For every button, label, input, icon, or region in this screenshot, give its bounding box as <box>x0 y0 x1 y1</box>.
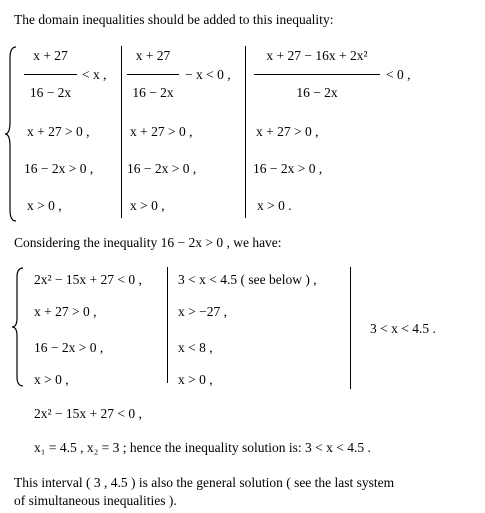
sys2-c2-row1: 3 < x < 4.5 ( see below ) , <box>178 272 317 287</box>
sys1-c3-relation: < 0 , <box>386 67 411 82</box>
fraction-bar <box>254 74 380 75</box>
fraction-3 <box>254 49 380 103</box>
separator-line <box>121 46 122 218</box>
fraction-1 <box>24 49 77 103</box>
fraction-bar <box>24 74 77 75</box>
quadratic-inequality: 2x² − 15x + 27 < 0 , <box>34 406 142 421</box>
fraction-2-numerator: x + 27 <box>135 48 171 63</box>
sys1-c3-row3: 16 − 2x > 0 , <box>253 161 323 176</box>
fraction-2-denominator: 16 − 2x <box>132 85 174 100</box>
separator-line <box>167 267 168 383</box>
left-brace-system1 <box>4 46 18 222</box>
sys2-c1-row1: 2x² − 15x + 27 < 0 , <box>34 272 142 287</box>
sys1-c2-row2: x + 27 > 0 , <box>130 124 193 139</box>
sys1-c1-row3: 16 − 2x > 0 , <box>24 161 94 176</box>
sys2-result: 3 < x < 4.5 . <box>370 321 436 336</box>
fraction-2 <box>127 49 179 103</box>
fraction-3-numerator: x + 27 − 16x + 2x² <box>266 48 368 63</box>
considering-text: Considering the inequality 16 − 2x > 0 , we have: <box>14 235 282 250</box>
conclusion-line-1: This interval ( 3 , 4.5 ) is also the general solution ( see the last system <box>14 475 395 490</box>
intro-text: The domain inequalities should be added to this inequality: <box>14 12 334 27</box>
sys1-c3-row4: x > 0 . <box>257 198 292 213</box>
sys1-c1-row4: x > 0 , <box>27 198 62 213</box>
left-brace-system2 <box>11 267 25 387</box>
sys1-c2-relation: − x < 0 , <box>185 67 231 82</box>
sys2-c1-row3: 16 − 2x > 0 , <box>34 340 104 355</box>
sys1-c2-row3: 16 − 2x > 0 , <box>127 161 197 176</box>
separator-line <box>350 267 351 389</box>
fraction-1-numerator: x + 27 <box>33 48 68 63</box>
sys1-c1-row2: x + 27 > 0 , <box>27 124 90 139</box>
roots-solution: x₁ = 4.5 , x₂ = 3 ; hence the inequality solution is: 3 < x < 4.5 . <box>34 440 371 455</box>
sys2-c1-row4: x > 0 , <box>34 372 69 387</box>
sys1-c3-row2: x + 27 > 0 , <box>256 124 319 139</box>
sys1-c1-relation: < x , <box>82 67 107 82</box>
sys2-c2-row3: x < 8 , <box>178 340 213 355</box>
separator-line <box>245 46 246 218</box>
sys2-c2-row2: x > −27 , <box>178 304 227 319</box>
fraction-1-denominator: 16 − 2x <box>29 85 72 100</box>
fraction-bar <box>127 74 179 75</box>
sys2-c1-row2: x + 27 > 0 , <box>34 304 97 319</box>
sys2-c2-row4: x > 0 , <box>178 372 213 387</box>
fraction-3-denominator: 16 − 2x <box>296 85 338 100</box>
sys1-c2-row4: x > 0 , <box>130 198 165 213</box>
conclusion-line-2: of simultaneous inequalities ). <box>14 493 177 508</box>
